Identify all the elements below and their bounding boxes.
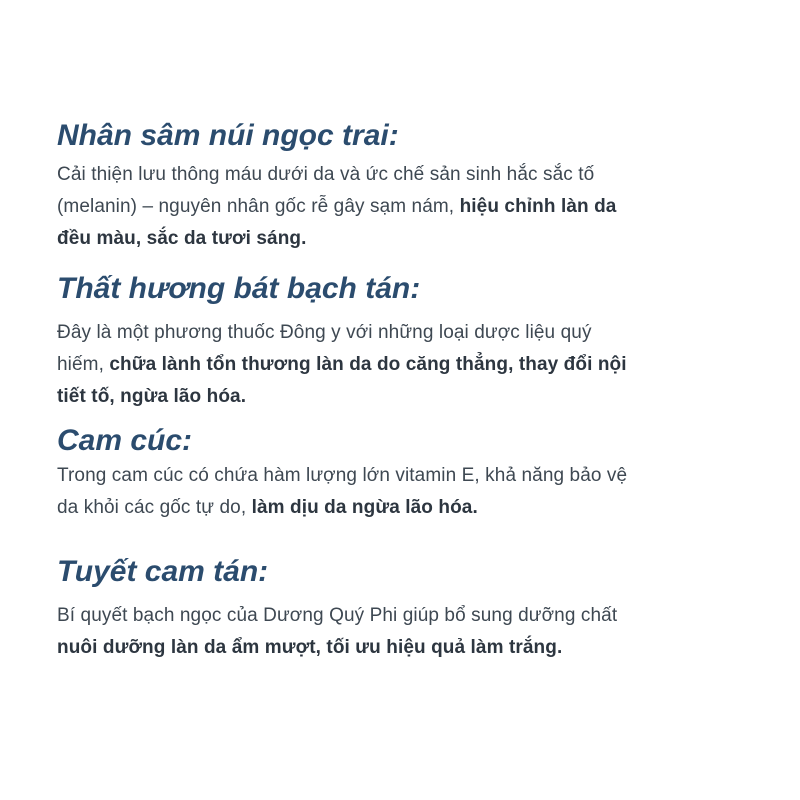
description-line <box>57 159 757 191</box>
description-line <box>57 600 757 632</box>
section-description <box>57 460 757 524</box>
description-highlight: nuôi dưỡng làn da ẩm mượt, tối ưu hiệu quả làm trắng. <box>57 637 563 658</box>
description-line <box>57 317 757 349</box>
section-description <box>57 600 757 664</box>
description-line <box>57 191 757 223</box>
section-cam-cuc <box>57 422 757 524</box>
description-line <box>57 460 757 492</box>
section-that-huong <box>57 270 757 413</box>
description-highlight: đều màu, sắc da tươi sáng. <box>57 228 307 249</box>
section-description <box>57 317 757 413</box>
description-text: da khỏi các gốc tự do, <box>57 497 252 518</box>
description-line <box>57 223 757 255</box>
description-text: Đây là một phương thuốc Đông y với những loại dược liệu quý <box>57 322 592 343</box>
description-line <box>57 632 757 664</box>
description-line <box>57 349 757 381</box>
section-description <box>57 159 757 255</box>
description-text: (melanin) – nguyên nhân gốc rễ gây sạm nám, <box>57 196 460 217</box>
section-tuyet-cam-tan <box>57 553 757 664</box>
description-text: Bí quyết bạch ngọc của Dương Quý Phi giúp bổ sung dưỡng chất <box>57 605 618 626</box>
section-title: Nhân sâm núi ngọc trai: <box>57 119 399 152</box>
section-title: Tuyết cam tán: <box>57 555 269 588</box>
description-highlight: hiệu chỉnh làn da <box>459 196 617 217</box>
description-text: Cải thiện lưu thông máu dưới da và ức chế sản sinh hắc sắc tố <box>57 164 595 185</box>
description-highlight: làm dịu da ngừa lão hóa. <box>251 497 478 518</box>
description-line <box>57 381 757 413</box>
section-nhan-sam <box>57 117 757 255</box>
section-title: Thất hương bát bạch tán: <box>57 272 421 305</box>
description-line <box>57 492 757 524</box>
description-text: hiếm, <box>57 354 110 375</box>
description-highlight: chữa lành tổn thương làn da do căng thẳng, thay đổi nội <box>109 354 627 375</box>
description-text: Trong cam cúc có chứa hàm lượng lớn vitamin E, khả năng bảo vệ <box>57 465 628 486</box>
section-title: Cam cúc: <box>57 424 193 457</box>
description-highlight: tiết tố, ngừa lão hóa. <box>57 386 247 407</box>
